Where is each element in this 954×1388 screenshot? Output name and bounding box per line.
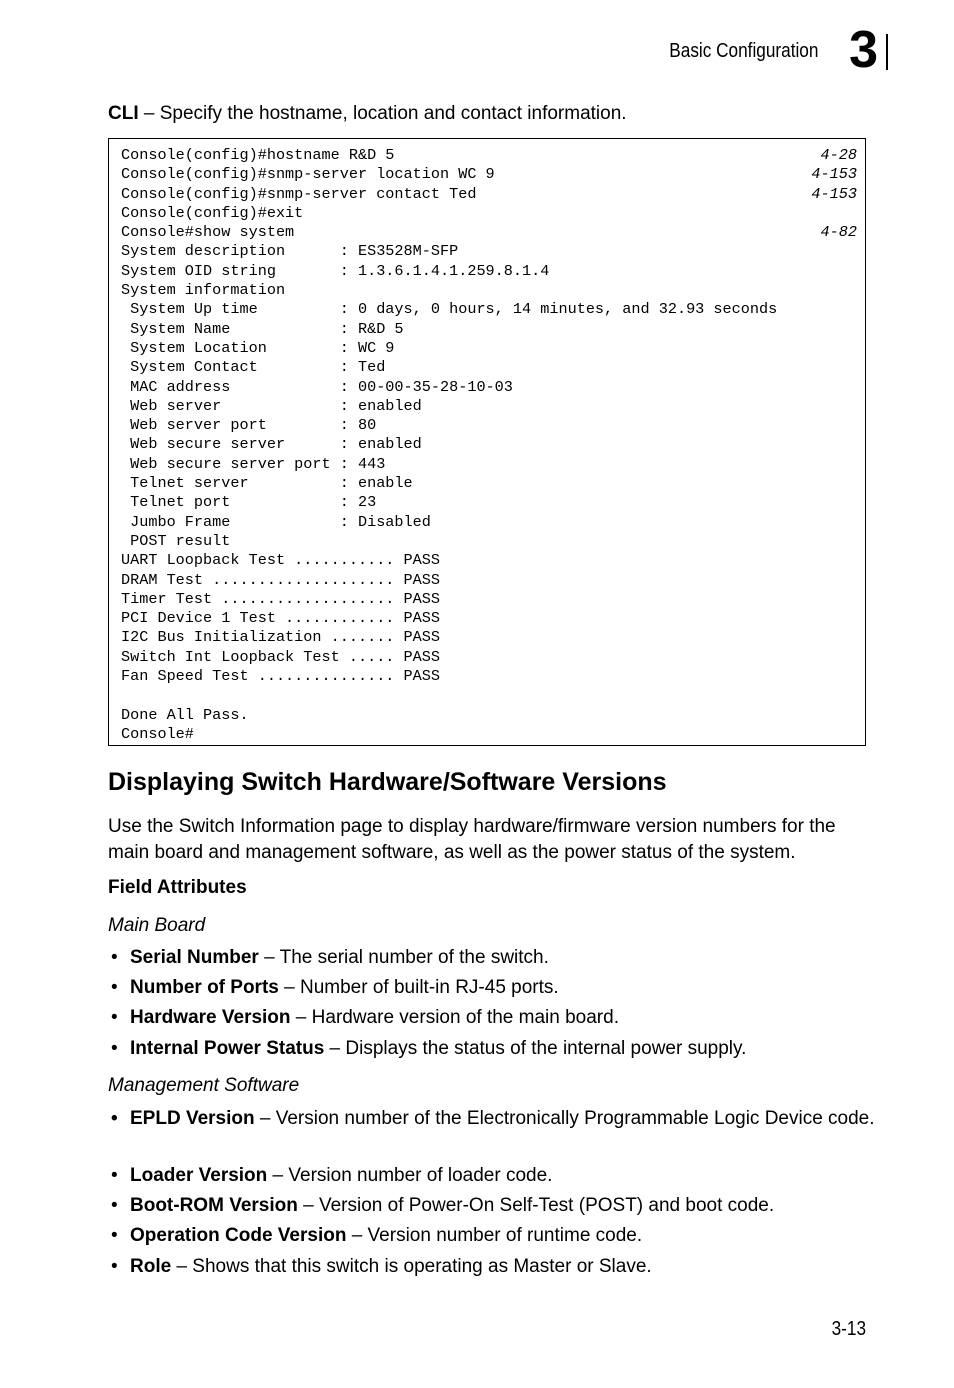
code-text: POST result [121, 531, 231, 550]
code-text: Web server port : 80 [121, 416, 377, 435]
code-line [121, 435, 857, 454]
bullet-description: – Shows that this switch is operating as Master or Slave. [171, 1256, 652, 1277]
code-text: MAC address : 00-00-35-28-10-03 [121, 377, 513, 396]
code-text: Console#show system [121, 223, 295, 242]
bullet-item [108, 1193, 878, 1219]
code-text: System Location : WC 9 [121, 338, 395, 357]
code-text: Telnet server : enable [121, 474, 413, 493]
bullet-dot-icon: • [111, 1007, 118, 1028]
bullet-term: Hardware Version [130, 1007, 291, 1028]
code-text: PCI Device 1 Test ............ PASS [121, 609, 440, 628]
cli-label: CLI [108, 103, 139, 124]
code-line [121, 416, 857, 435]
code-line [121, 300, 857, 319]
bullet-dot-icon: • [111, 1225, 118, 1246]
code-line [121, 262, 857, 281]
bullet-item [108, 1036, 878, 1062]
code-text: Telnet port : 23 [121, 493, 377, 512]
bullet-dot-icon: • [111, 977, 118, 998]
code-text: DRAM Test .................... PASS [121, 570, 440, 589]
bullet-dot-icon: • [111, 1038, 118, 1059]
cli-intro [108, 103, 627, 125]
code-line [121, 339, 857, 358]
code-text: Web secure server port : 443 [121, 454, 386, 473]
bullet-description: – Version number of the Electronically Programmable Logic Device code. [254, 1108, 875, 1129]
bullet-item [108, 1163, 878, 1189]
chapter-title: Basic Configuration [668, 40, 818, 62]
section-title: Displaying Switch Hardware/Software Versions [108, 768, 667, 796]
code-line [121, 571, 857, 590]
code-line [121, 725, 857, 744]
bullet-dot-icon: • [111, 947, 118, 968]
bullet-description: – Version of Power-On Self-Test (POST) and boot code. [297, 1195, 775, 1216]
code-line [121, 706, 857, 725]
code-text: Timer Test ................... PASS [121, 589, 440, 608]
cli-intro-text: – Specify the hostname, location and contact information. [138, 103, 627, 124]
code-text: UART Loopback Test ........... PASS [121, 551, 440, 570]
code-line [121, 242, 857, 261]
code-text: Fan Speed Test ............... PASS [121, 667, 440, 686]
code-text: System Name : R&D 5 [121, 319, 404, 338]
code-line [121, 628, 857, 647]
bullet-item [108, 1223, 878, 1249]
code-text: Done All Pass. [121, 705, 249, 724]
code-line [121, 551, 857, 570]
bullet-description: – Number of built-in RJ-45 ports. [278, 977, 559, 998]
bullet-term: Boot-ROM Version [130, 1195, 298, 1216]
code-text: System Contact : Ted [121, 358, 386, 377]
code-line [121, 378, 857, 397]
bullet-term: Operation Code Version [130, 1225, 347, 1246]
bullet-term: Serial Number [130, 947, 259, 968]
bullet-term: Role [130, 1256, 172, 1277]
code-line [121, 397, 857, 416]
code-line [121, 686, 857, 705]
code-text: Console(config)#snmp-server contact Ted [121, 184, 477, 203]
code-text: Console(config)#hostname R&D 5 [121, 146, 395, 164]
page-number: 3-13 [831, 1318, 866, 1340]
bullet-dot-icon: • [111, 1108, 118, 1129]
code-example-box [108, 138, 866, 746]
bullet-item [108, 1005, 878, 1031]
page-reference: 4-153 [811, 184, 857, 203]
code-line [121, 667, 857, 686]
code-line [121, 532, 857, 551]
code-lines [121, 146, 857, 744]
management-software-heading: Management Software [108, 1075, 300, 1096]
code-line [121, 281, 857, 300]
code-line [121, 146, 857, 165]
code-line [121, 223, 857, 242]
code-text: Console(config)#exit [121, 203, 304, 222]
code-line [121, 165, 857, 184]
code-text: Jumbo Frame : Disabled [121, 512, 431, 531]
code-text: System OID string : 1.3.6.1.4.1.259.8.1.4 [121, 261, 550, 280]
bullet-description: – The serial number of the switch. [258, 947, 549, 968]
main-board-heading: Main Board [108, 915, 206, 936]
code-line [121, 204, 857, 223]
page-reference: 4-28 [820, 146, 857, 164]
bullet-term: Internal Power Status [130, 1038, 325, 1059]
field-attributes-heading: Field Attributes [108, 877, 247, 898]
code-line [121, 493, 857, 512]
section-intro: Use the Switch Information page to display hardware/firmware version numbers for the main board and management software, as well as the power status of the system. [108, 816, 836, 863]
code-text: Switch Int Loopback Test ..... PASS [121, 647, 440, 666]
bullet-description: – Version number of loader code. [267, 1165, 553, 1186]
bullet-item [108, 945, 878, 971]
bullet-item [108, 975, 878, 1001]
bullet-dot-icon: • [111, 1165, 118, 1186]
bullet-description: – Displays the status of the internal power supply. [324, 1038, 747, 1059]
page-header [645, 21, 888, 79]
code-line [121, 609, 857, 628]
page-reference: 4-153 [811, 165, 857, 184]
bullet-item [108, 1254, 878, 1280]
chapter-number: 3 [849, 21, 878, 79]
bullet-description: – Hardware version of the main board. [290, 1007, 619, 1028]
code-line [121, 590, 857, 609]
code-line [121, 455, 857, 474]
code-line [121, 513, 857, 532]
code-text: Web secure server : enabled [121, 435, 422, 454]
bullet-term: EPLD Version [130, 1108, 255, 1129]
code-text: Console(config)#snmp-server location WC 9 [121, 165, 495, 184]
bullet-description: – Version number of runtime code. [346, 1225, 643, 1246]
code-text: Web server : enabled [121, 396, 422, 415]
code-line [121, 185, 857, 204]
code-text: Console# [121, 724, 194, 743]
bullet-item [108, 1106, 878, 1132]
code-text: I2C Bus Initialization ....... PASS [121, 628, 440, 647]
page-reference: 4-82 [820, 223, 857, 242]
code-line [121, 648, 857, 667]
code-text: System Up time : 0 days, 0 hours, 14 minutes, and 32.93 seconds [121, 300, 778, 319]
code-line [121, 358, 857, 377]
bullet-term: Number of Ports [130, 977, 279, 998]
code-line [121, 320, 857, 339]
chapter-number-box [840, 21, 888, 79]
bullet-dot-icon: • [111, 1256, 118, 1277]
bullet-term: Loader Version [130, 1165, 268, 1186]
code-line [121, 474, 857, 493]
code-text: System description : ES3528M-SFP [121, 242, 459, 261]
code-text: System information [121, 281, 286, 300]
bullet-dot-icon: • [111, 1195, 118, 1216]
